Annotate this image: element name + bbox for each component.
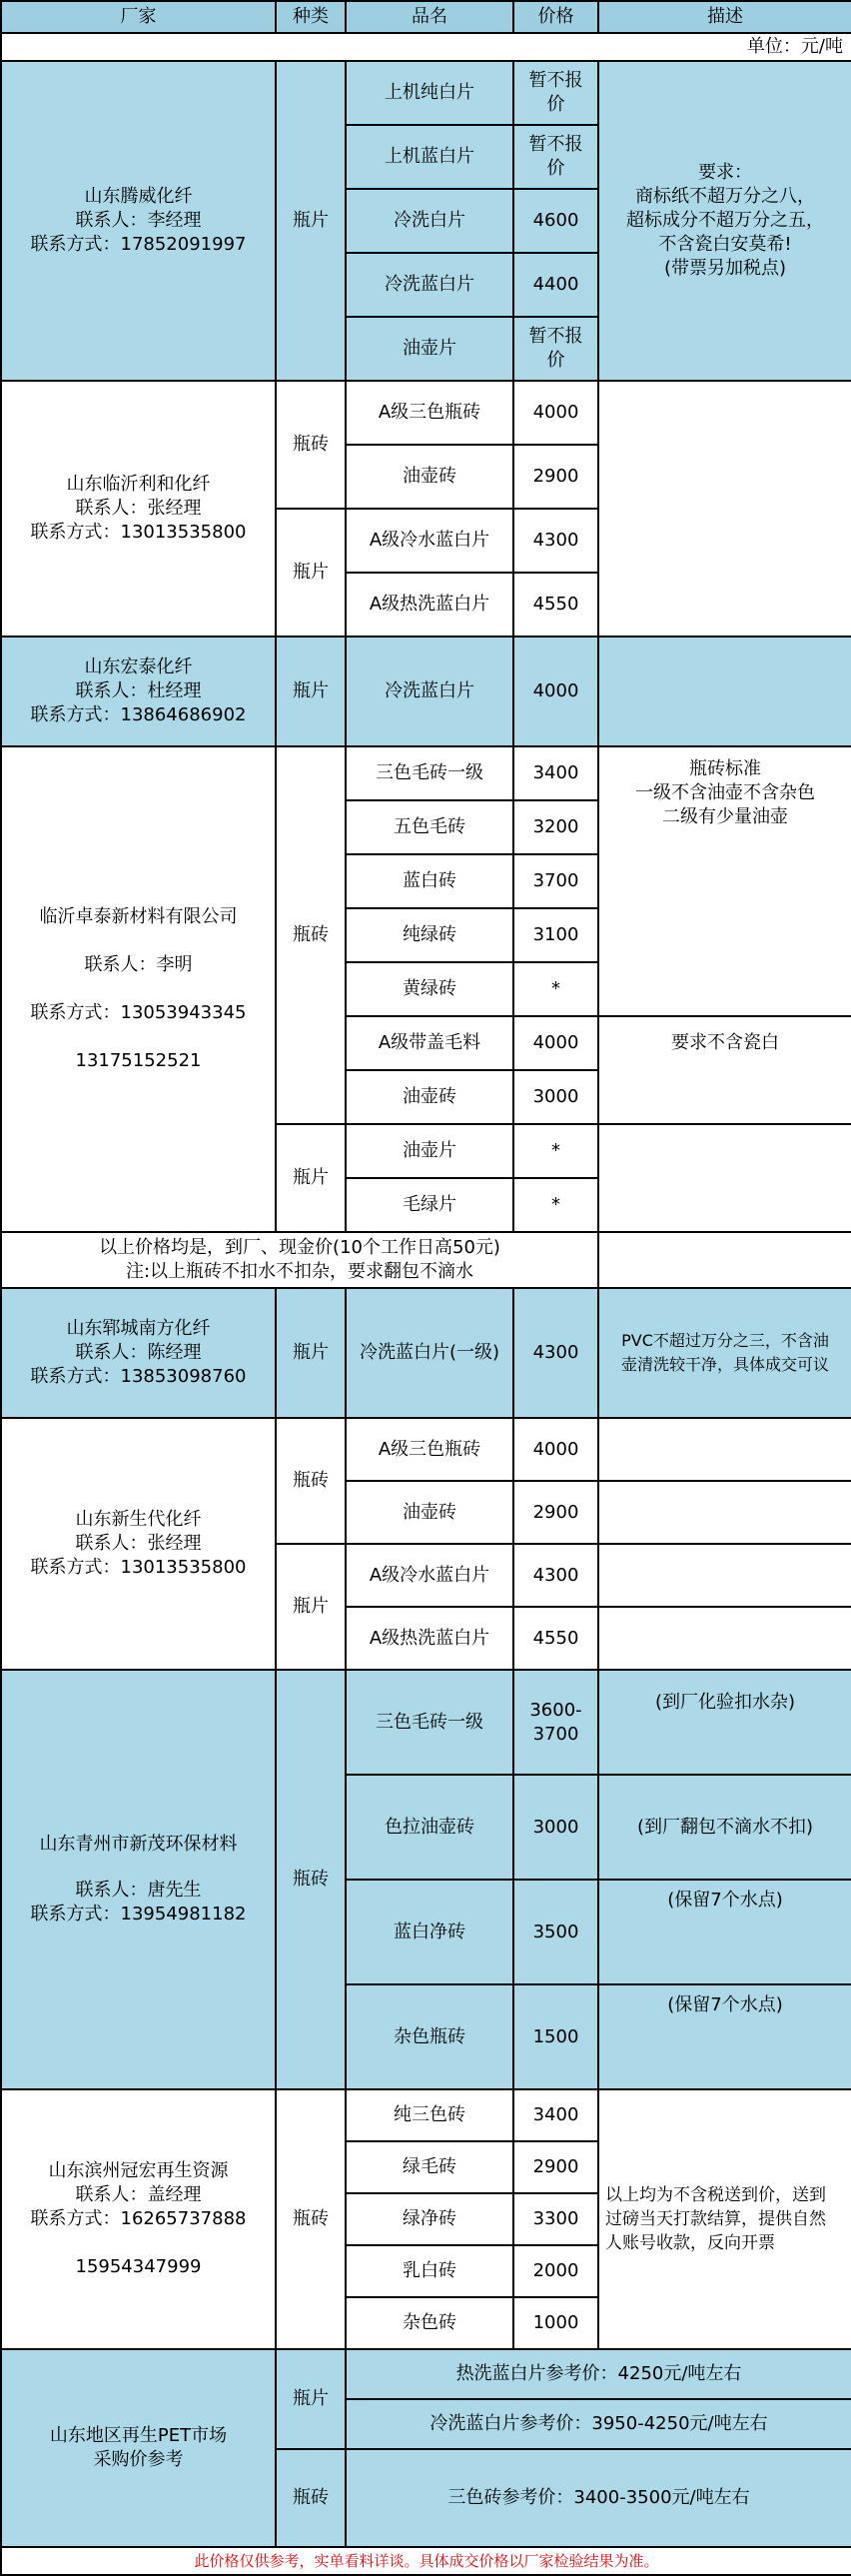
header-type: 种类	[276, 1, 346, 33]
price-cell: 2900	[513, 1481, 598, 1544]
product-cell: 冷洗白片	[346, 189, 513, 253]
product-cell: 油壶砖	[346, 445, 513, 509]
company-cell-lihe	[1, 381, 276, 637]
description-cell	[598, 381, 851, 637]
company-cell-zhuotai	[1, 746, 276, 1232]
company-cell-xinmao	[1, 1670, 276, 2089]
product-cell: 油壶片	[346, 317, 513, 381]
company-name: 山东腾威化纤	[84, 186, 193, 207]
unit-note: 单位：元/吨	[1, 33, 851, 61]
product-cell: 杂色砖	[346, 2297, 513, 2349]
company-phone: 联系方式：17852091997	[30, 234, 247, 255]
company-cell-tengwei	[1, 61, 276, 381]
table-row	[1, 61, 851, 125]
type-cell: 瓶砖	[276, 2449, 346, 2547]
product-cell: 色拉油壶砖	[346, 1775, 513, 1880]
product-cell: A级三色瓶砖	[346, 381, 513, 445]
product-cell: 冷洗蓝白片(一级)	[346, 1288, 513, 1418]
type-cell: 瓶片	[276, 509, 346, 637]
company-contact: 联系人：陈经理	[75, 1342, 202, 1363]
company-phone: 联系方式：13013535800	[30, 1557, 247, 1578]
company-contact: 联系人：张经理	[75, 498, 202, 519]
product-cell: 纯绿砖	[346, 908, 513, 962]
company-name: 临沂卓泰新材料有限公司	[39, 906, 238, 927]
price-cell: 1000	[513, 2297, 598, 2349]
price-cell: 3600- 3700	[513, 1670, 598, 1775]
product-cell: 油壶片	[346, 1124, 513, 1178]
product-cell: A级带盖毛料	[346, 1016, 513, 1070]
price-cell: *	[513, 1124, 598, 1178]
company-name: 山东郓城南方化纤	[66, 1318, 211, 1339]
type-cell: 瓶片	[276, 61, 346, 381]
price-cell: 4550	[513, 1607, 598, 1670]
price-cell: 3300	[513, 2193, 598, 2245]
price-cell: 4000	[513, 637, 598, 746]
company-contact: 联系人：张经理	[75, 1533, 202, 1554]
product-cell: 绿毛砖	[346, 2141, 513, 2193]
table-row	[1, 1670, 851, 1775]
company-contact: 联系人：唐先生	[75, 1880, 202, 1901]
product-cell: 五色毛砖	[346, 800, 513, 854]
description-cell: 瓶砖标准 一级不含油壶不含杂色 二级有少量油壶	[598, 746, 851, 1016]
product-cell: 蓝白净砖	[346, 1880, 513, 1984]
product-cell: A级热洗蓝白片	[346, 573, 513, 637]
table-row	[1, 2349, 851, 2399]
header-row	[1, 1, 851, 33]
company-cell-xinshengdai	[1, 1418, 276, 1670]
price-cell: 4550	[513, 573, 598, 637]
reference-price: 冷洗蓝白片参考价：3950-4250元/吨左右	[346, 2399, 851, 2449]
price-cell: 暂不报价	[513, 125, 598, 189]
description-cell	[598, 637, 851, 746]
company-phone: 联系方式：13864686902	[30, 704, 247, 725]
table-row	[1, 637, 851, 746]
description-cell	[598, 1481, 851, 1544]
footer-row	[1, 2547, 851, 2575]
table-row	[1, 2089, 851, 2141]
unit-row	[1, 33, 851, 61]
product-cell: 冷洗蓝白片	[346, 253, 513, 317]
company-name: 山东滨州冠宏再生资源	[48, 2160, 229, 2181]
price-cell: 4300	[513, 1544, 598, 1607]
company-phone-2: 15954347999	[75, 2256, 202, 2277]
product-cell: 三色毛砖一级	[346, 746, 513, 800]
type-cell: 瓶片	[276, 1544, 346, 1670]
price-cell: 暂不报价	[513, 61, 598, 125]
type-cell: 瓶砖	[276, 746, 346, 1124]
price-cell: 3100	[513, 908, 598, 962]
description-cell: (保留7个水点)	[598, 1984, 851, 2089]
price-note: 以上价格均是，到厂、现金价(10个工作日高50元) 注:以上瓶砖不扣水不扣杂，要求翻包不滴水	[1, 1232, 598, 1288]
product-cell: A级三色瓶砖	[346, 1418, 513, 1481]
description-cell: (到厂翻包不滴水不扣)	[598, 1775, 851, 1880]
description-cell	[598, 1418, 851, 1481]
reference-price: 三色砖参考价：3400-3500元/吨左右	[346, 2449, 851, 2547]
type-cell: 瓶砖	[276, 2089, 346, 2349]
price-cell: 3200	[513, 800, 598, 854]
header-product: 品名	[346, 1, 513, 33]
company-name: 山东青州市新茂环保材料	[39, 1834, 238, 1855]
product-cell: 上机纯白片	[346, 61, 513, 125]
type-cell: 瓶砖	[276, 1418, 346, 1544]
description-cell: PVC不超过万分之三，不含油 壶清洗较干净，具体成交可议	[598, 1288, 851, 1418]
price-cell: 2900	[513, 445, 598, 509]
company-cell-guanhong	[1, 2089, 276, 2349]
company-name: 山东临沂利和化纤	[66, 474, 211, 495]
description-cell: (保留7个水点)	[598, 1880, 851, 1984]
reference-price: 热洗蓝白片参考价：4250元/吨左右	[346, 2349, 851, 2399]
price-cell: 4300	[513, 509, 598, 573]
description-cell: 要求不含瓷白	[598, 1016, 851, 1124]
company-phone: 联系方式：13013535800	[30, 522, 247, 543]
price-cell: 3500	[513, 1880, 598, 1984]
price-cell: 4400	[513, 253, 598, 317]
product-cell: A级热洗蓝白片	[346, 1607, 513, 1670]
price-cell: 3400	[513, 746, 598, 800]
type-cell: 瓶片	[276, 1288, 346, 1418]
price-cell: 2000	[513, 2245, 598, 2297]
type-cell: 瓶砖	[276, 1670, 346, 2089]
header-description: 描述	[598, 1, 851, 33]
company-contact: 联系人：杜经理	[75, 680, 202, 701]
company-contact: 联系人：李经理	[75, 210, 202, 231]
description-cell	[598, 1607, 851, 1670]
company-phone-2: 13175152521	[75, 1050, 202, 1071]
description-cell	[598, 1544, 851, 1607]
description-cell: 以上均为不含税送到价，送到 过磅当天打款结算，提供自然 人账号收款，反向开票	[598, 2089, 851, 2349]
price-cell: 4000	[513, 1418, 598, 1481]
product-cell: A级冷水蓝白片	[346, 509, 513, 573]
company-name: 山东宏泰化纤	[84, 656, 193, 677]
company-phone: 联系方式：16265737888	[30, 2208, 247, 2229]
company-cell-hongtai	[1, 637, 276, 746]
description-cell: 要求： 商标纸不超万分之八， 超标成分不超万分之五， 不含瓷白安莫希! (带票另加税点)	[598, 61, 851, 381]
product-cell: 三色毛砖一级	[346, 1670, 513, 1775]
product-cell: 黄绿砖	[346, 962, 513, 1016]
product-cell: 油壶砖	[346, 1070, 513, 1124]
product-cell: 油壶砖	[346, 1481, 513, 1544]
footer-disclaimer: 此价格仅供参考，实单看料详谈。具体成交价格以厂家检验结果为准。	[1, 2547, 851, 2575]
price-cell: 3700	[513, 854, 598, 908]
product-cell: 毛绿片	[346, 1178, 513, 1232]
company-phone: 联系方式：13954981182	[30, 1904, 247, 1925]
type-cell: 瓶砖	[276, 381, 346, 509]
company-contact: 联系人：李明	[84, 954, 193, 975]
table-row	[1, 381, 851, 445]
type-cell: 瓶片	[276, 2349, 346, 2449]
header-manufacturer: 厂家	[1, 1, 276, 33]
price-cell: *	[513, 962, 598, 1016]
table-row	[1, 1232, 851, 1288]
price-cell: 1500	[513, 1984, 598, 2089]
product-cell: 绿净砖	[346, 2193, 513, 2245]
price-cell: 4300	[513, 1288, 598, 1418]
price-cell: 暂不报价	[513, 317, 598, 381]
product-cell: 杂色瓶砖	[346, 1984, 513, 2089]
table-row	[1, 1288, 851, 1418]
company-phone: 联系方式：13853098760	[30, 1366, 247, 1387]
product-cell: 冷洗蓝白片	[346, 637, 513, 746]
price-cell: 2900	[513, 2141, 598, 2193]
company-contact: 联系人：盖经理	[75, 2184, 202, 2205]
description-cell	[598, 1124, 851, 1232]
price-cell: 3000	[513, 1070, 598, 1124]
price-cell: 3400	[513, 2089, 598, 2141]
type-cell: 瓶片	[276, 637, 346, 746]
description-cell: (到厂化验扣水杂)	[598, 1670, 851, 1775]
product-cell: 上机蓝白片	[346, 125, 513, 189]
market-cell: 山东地区再生PET市场 采购价参考	[1, 2349, 276, 2547]
product-cell: 乳白砖	[346, 2245, 513, 2297]
price-cell: 4600	[513, 189, 598, 253]
product-cell: 纯三色砖	[346, 2089, 513, 2141]
price-cell: 4000	[513, 381, 598, 445]
product-cell: A级冷水蓝白片	[346, 1544, 513, 1607]
price-cell: 4000	[513, 1016, 598, 1070]
table-row	[1, 746, 851, 800]
company-phone: 联系方式：13053943345	[30, 1002, 247, 1023]
price-cell: 3000	[513, 1775, 598, 1880]
header-price: 价格	[513, 1, 598, 33]
company-cell-nanfang	[1, 1288, 276, 1418]
price-cell: *	[513, 1178, 598, 1232]
company-name: 山东新生代化纤	[75, 1509, 202, 1530]
type-cell: 瓶片	[276, 1124, 346, 1232]
product-cell: 蓝白砖	[346, 854, 513, 908]
table-row	[1, 1418, 851, 1481]
